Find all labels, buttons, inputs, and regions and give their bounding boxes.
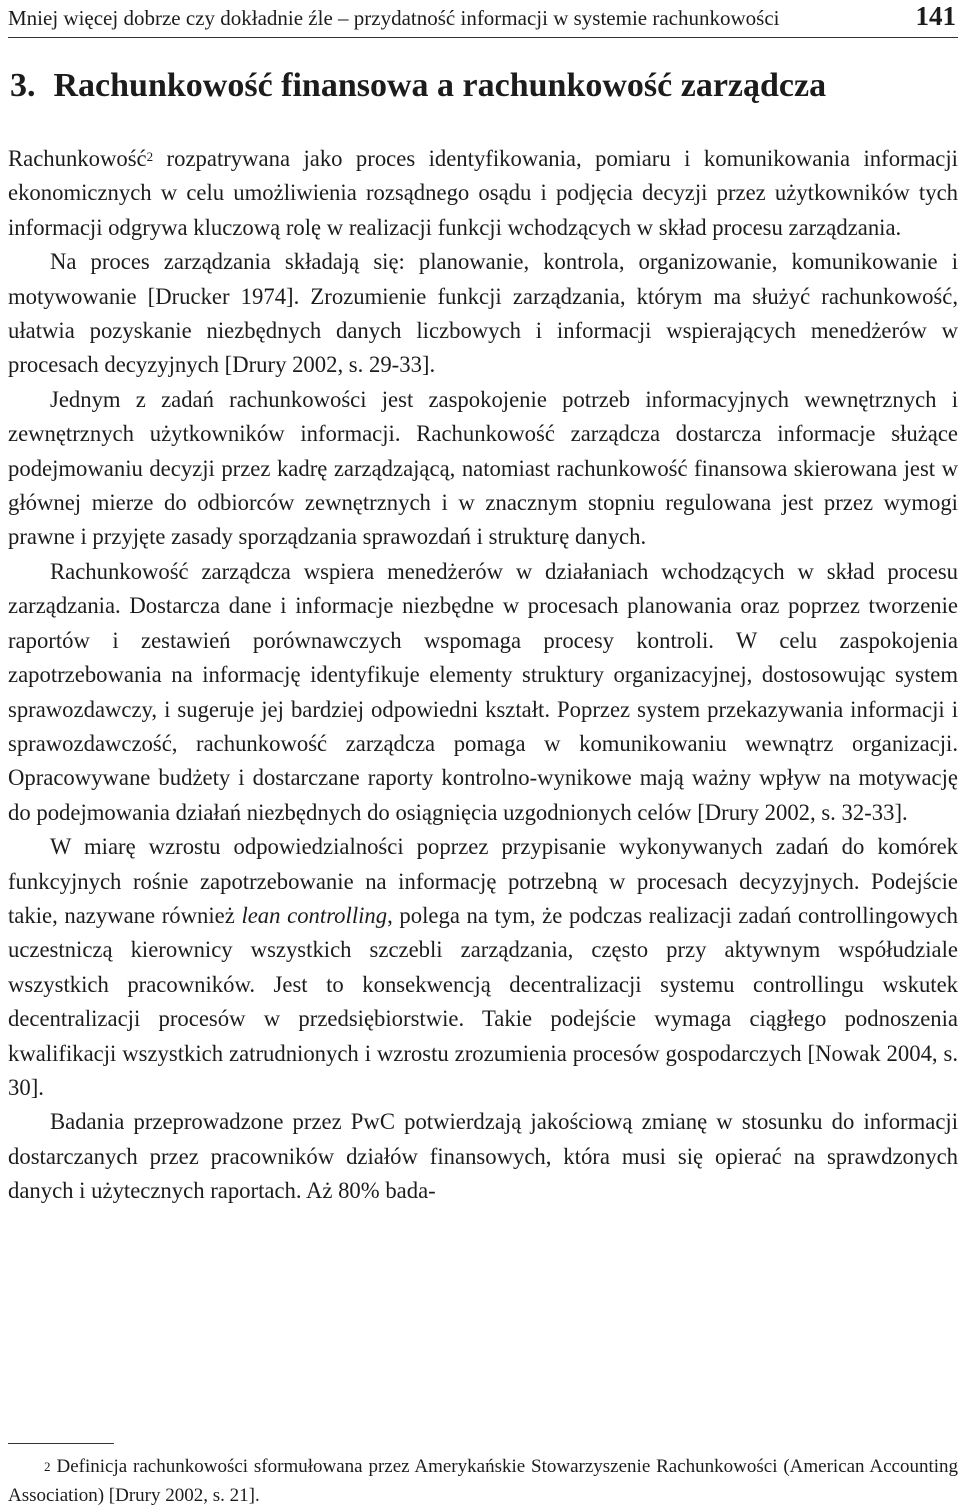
page-number: 141 xyxy=(915,1,956,31)
paragraph-text: , polega na tym, że podczas realizacji zadań controllingowych uczestniczą kierownicy wszystkich szczebli zarządzania, często przy aktywnym współudziale wszystkich pracowników. Jest to konsekwencją decentralizacji systemu controllingu wskutek decentralizacji procesów w przedsiębiorstwie. Takie podejście wymaga ciągłego podnoszenia kwalifikacji wszystkich zatrudnionych i wzrostu zrozumienia procesów gospodarczych [Nowak 2004, s. 30]. xyxy=(8,902,958,1100)
body-text xyxy=(8,142,958,1209)
running-header xyxy=(8,3,958,38)
footnote-divider xyxy=(8,1443,114,1444)
section-number: 3. xyxy=(10,67,36,104)
paragraph-text: W miarę wzrostu odpowiedzialności poprzez przypisanie wykonywanych zadań do komórek funkcyjnych rośnie zapotrzebowanie na informację potrzebną w procesach decyzyjnych. Podejście takie, nazywane również xyxy=(8,834,958,928)
footnote-number: 2 xyxy=(44,1459,51,1474)
paragraph xyxy=(8,142,958,245)
footnote-text: Definicja rachunkowości sformułowana przez Amerykańskie Stowarzyszenie Rachunkowości (American Accounting Association) [Drury 2002, s. 21]. xyxy=(8,1456,958,1506)
section-heading xyxy=(10,64,960,108)
section-title: Rachunkowość finansowa a rachunkowość zarządcza xyxy=(53,67,827,104)
paragraph-lead: Rachunkowość xyxy=(8,146,147,171)
paragraph xyxy=(8,830,958,1105)
emphasis-term: lean controlling xyxy=(241,902,388,928)
paragraph-text: rozpatrywana jako proces identyfikowania, pomiaru i komunikowania informacji ekonomicznych w celu umożliwienia rozsądnego osądu i podjęcia decyzji przez użytkowników tych informacji odgrywa kluczową rolę w realizacji funkcji wchodzących w skład procesu zarządzania. xyxy=(8,146,958,240)
paragraph: Jednym z zadań rachunkowości jest zaspokojenie potrzeb informacyjnych wewnętrznych i zewnętrznych użytkowników informacji. Rachunkowość zarządcza dostarcza informacje służące podejmowaniu decyzji przez kadrę zarządzającą, natomiast rachunkowość finansowa skierowana jest w głównej mierze do odbiorców zewnętrznych i w znacznym stopniu regulowana jest przez wymogi prawne i przyjęte zasady sporządzania sprawozdań i strukturę danych. xyxy=(8,386,958,550)
running-title: Mniej więcej dobrze czy dokładnie źle – przydatność informacji w systemie rachunkowości xyxy=(8,6,780,30)
paragraph: Na proces zarządzania składają się: planowanie, kontrola, organizowanie, komunikowanie i motywowanie [Drucker 1974]. Zrozumienie funkcji zarządzania, którym ma służyć rachunkowość, ułatwia pozyskanie niezbędnych danych liczbowych i informacji wspierających menedżerów w procesach decyzyjnych [Drury 2002, s. 29-33]. xyxy=(8,249,958,378)
footnote-reference: 2 xyxy=(146,149,154,164)
paragraph: Rachunkowość zarządcza wspiera menedżerów w działaniach wchodzących w skład procesu zarządzania. Dostarcza dane i informacje niezbędne w procesach planowania oraz poprzez tworzenie raportów i zestawień porównawczych wspomaga procesy kontroli. W celu zaspokojenia zapotrzebowania na informację identyfikuje elementy struktury organizacyjnej, dostosowując system sprawozdawczy, i sugeruje jej bardziej odpowiedni kształt. Poprzez system przekazywania informacji i sprawozdawczość, rachunkowość zarządcza pomaga w komunikowaniu wewnątrz organizacji. Opracowywane budżety i dostarczane raporty kontrolno-wynikowe mają ważny wpływ na motywację do podejmowania działań niezbędnych do osiągnięcia uzgodnionych celów [Drury 2002, s. 32-33]. xyxy=(8,558,958,825)
paragraph: Badania przeprowadzone przez PwC potwierdzają jakościową zmianę w stosunku do informacji dostarczanych przez pracowników działów finansowych, która musi się opierać na sprawdzonych danych i użytecznych raportach. Aż 80% bada- xyxy=(8,1109,958,1204)
footnote xyxy=(8,1452,958,1510)
